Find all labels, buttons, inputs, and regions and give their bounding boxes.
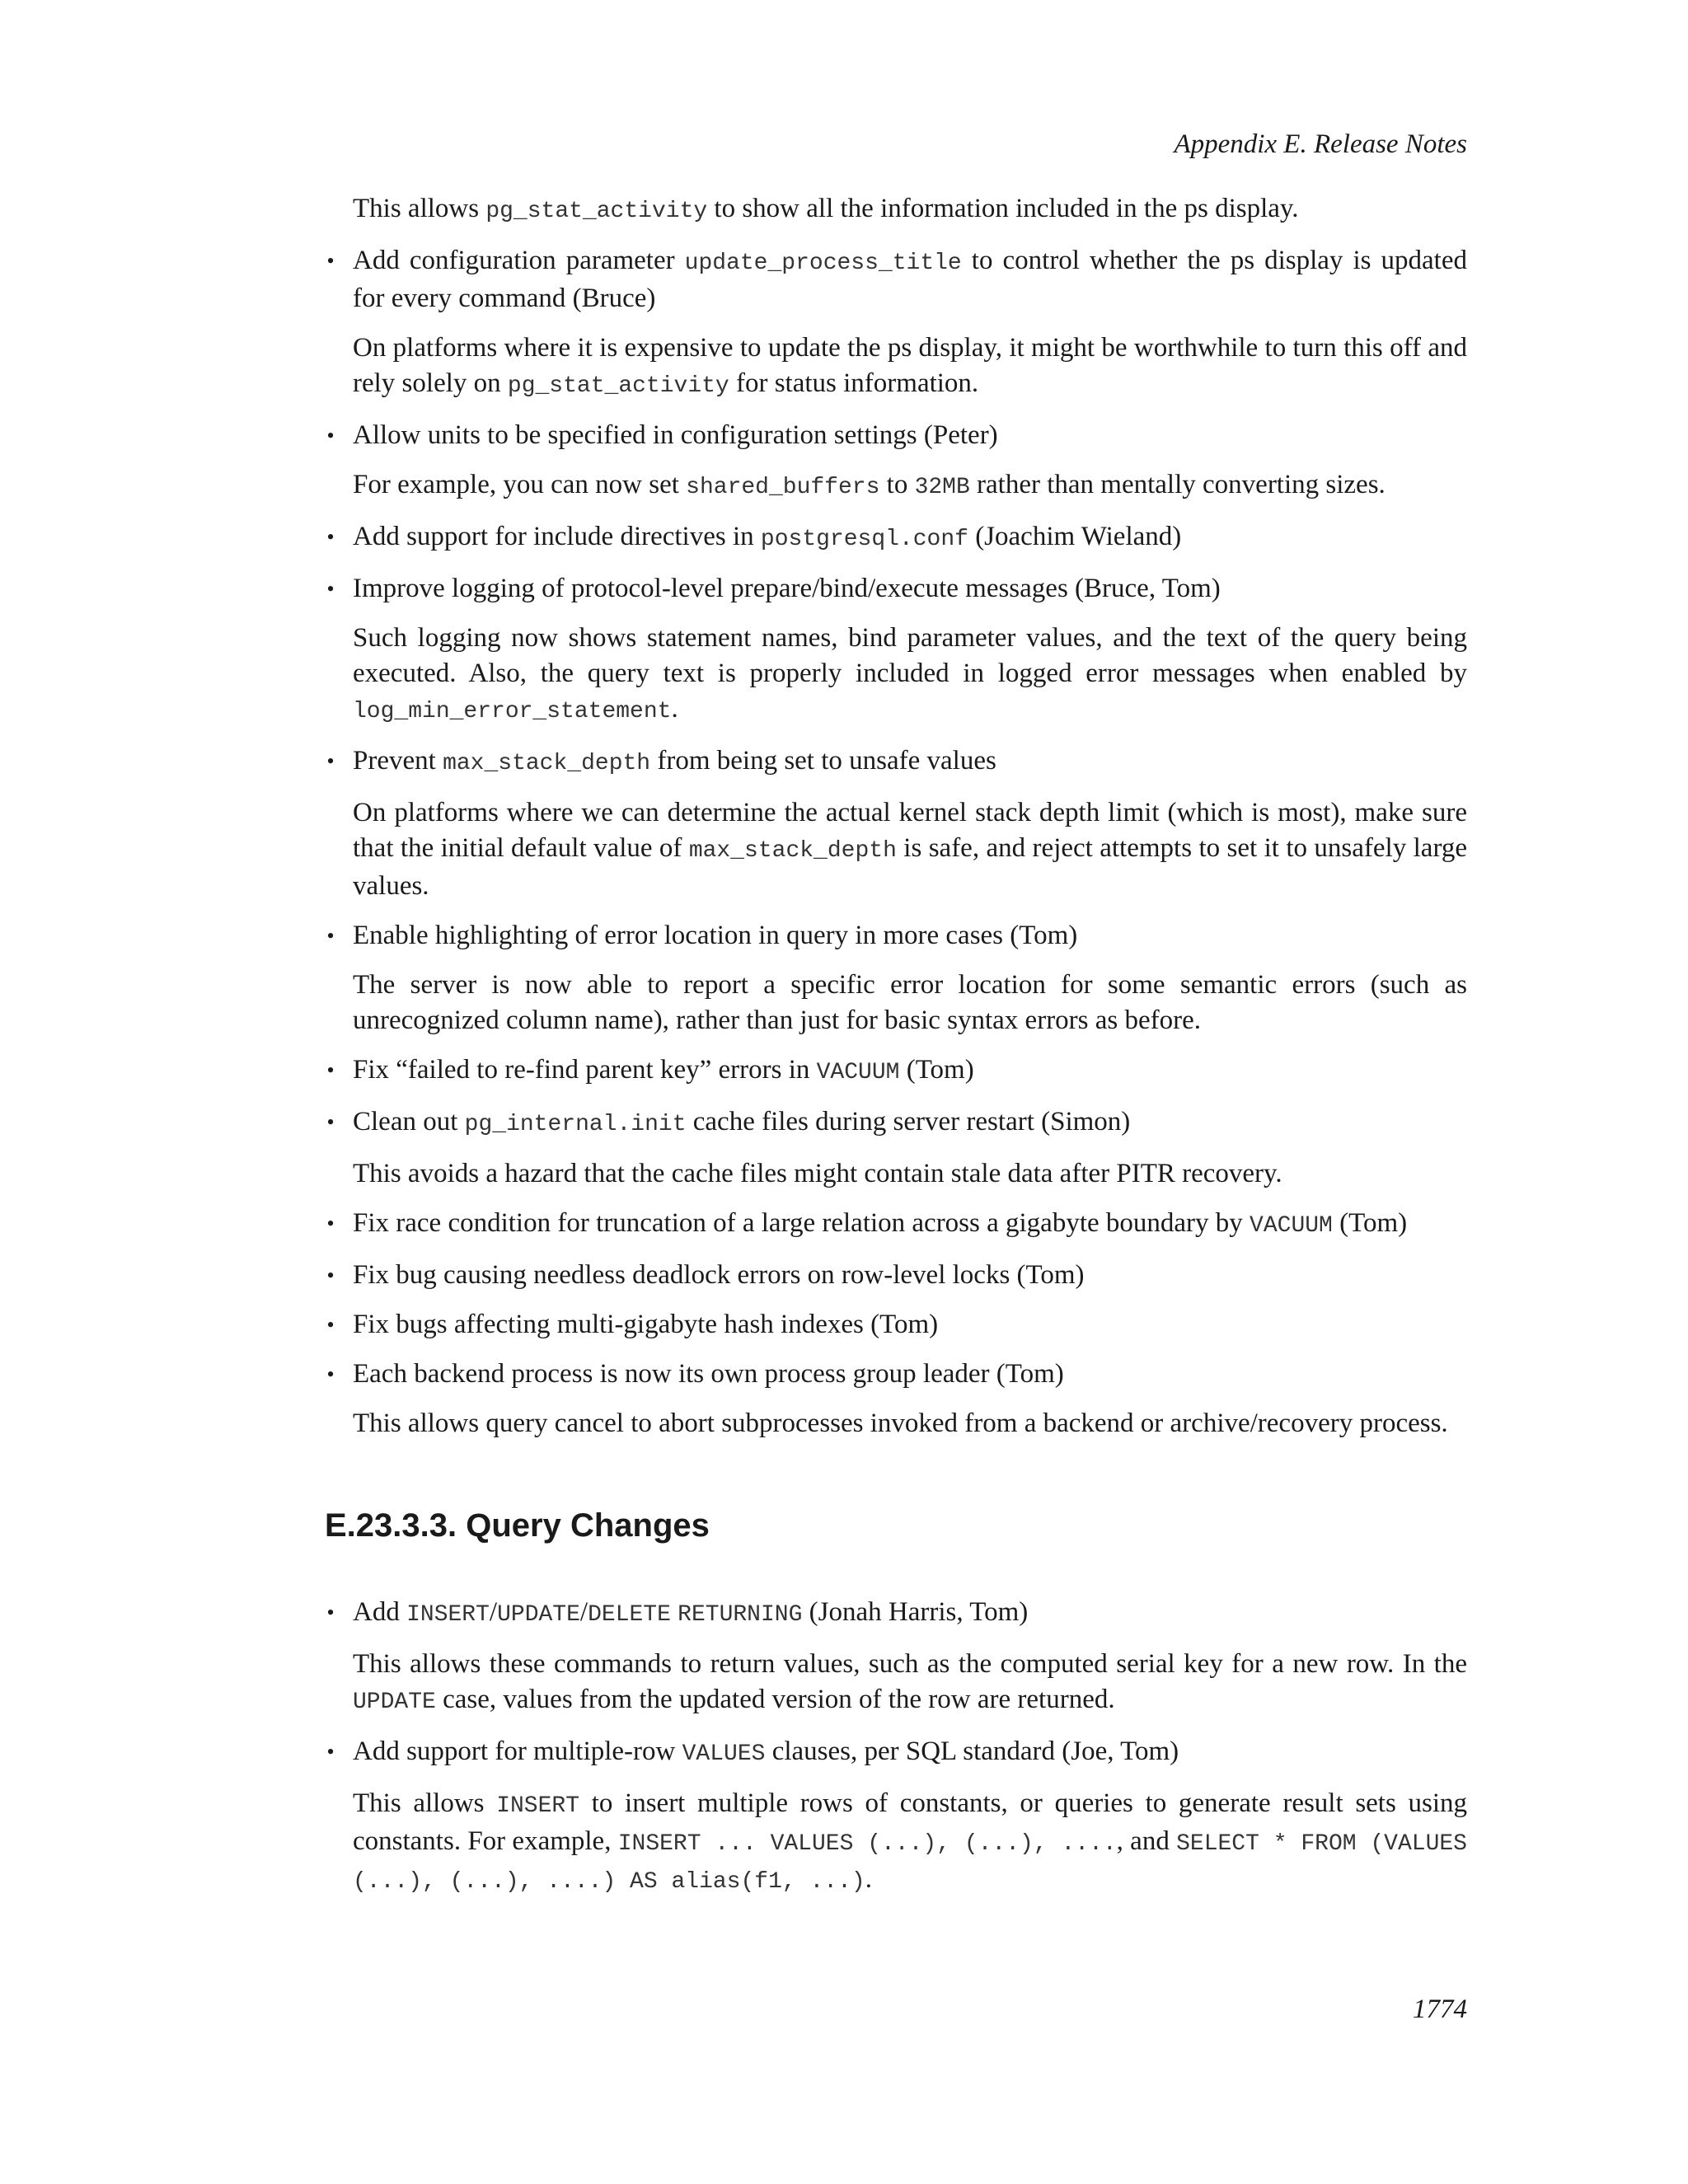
- paragraph: This allows INSERT to insert multiple rows of constants, or queries to generate result sets using constants. For example, INSERT ... VALUES (...), (...), ...., and SELECT * FROM (VALUES (...), (...), ....) AS alias(f1, ...).: [353, 1788, 1468, 1895]
- list-item: • Clean out pg_internal.init cache files during server restart (Simon): [353, 1104, 1467, 1142]
- bullet-icon: •: [326, 1601, 335, 1624]
- paragraph: The server is now able to report a specific error location for some semantic errors (such as unrecognized column name), rather than just for basic syntax errors as before.: [353, 970, 1467, 1035]
- bullet-icon: •: [326, 424, 335, 448]
- list-item: • Prevent max_stack_depth from being set to unsafe values: [353, 743, 1467, 781]
- list-item: • Fix bugs affecting multi-gigabyte hash indexes (Tom): [353, 1307, 1467, 1343]
- list-item: • Add configuration parameter update_process_title to control whether the ps display is updated for every command (Bruce): [353, 243, 1467, 316]
- bullet-icon: •: [326, 1263, 335, 1287]
- bullet-icon: •: [326, 1212, 335, 1235]
- list-item: • Fix bug causing needless deadlock errors on row-level locks (Tom): [353, 1258, 1467, 1293]
- bullet-icon: •: [326, 525, 335, 549]
- running-header: Appendix E. Release Notes: [1174, 129, 1467, 159]
- bullet-icon: •: [326, 1313, 335, 1337]
- list-item: • Add INSERT/UPDATE/DELETE RETURNING (Jonah Harris, Tom): [353, 1595, 1467, 1633]
- list-item: • Enable highlighting of error location in query in more cases (Tom): [353, 918, 1467, 954]
- list-item: • Fix “failed to re-find parent key” errors in VACUUM (Tom): [353, 1052, 1467, 1090]
- bullet-icon: •: [326, 749, 335, 773]
- list-item: • Each backend process is now its own process group leader (Tom): [353, 1357, 1467, 1392]
- page-number: 1774: [1413, 1994, 1467, 2024]
- paragraph: Such logging now shows statement names, bind parameter values, and the text of the query being executed. Also, the query text is properly included in logged error messages when enabled by log_min_error_statement.: [353, 623, 1467, 724]
- paragraph: On platforms where we can determine the actual kernel stack depth limit (which is most), make sure that the initial default value of max_stack_depth is safe, and reject attempts to set it to unsafely large values.: [353, 798, 1467, 901]
- list-item: • Add support for include directives in postgresql.conf (Joachim Wieland): [353, 519, 1467, 557]
- bullet-icon: •: [326, 249, 335, 273]
- bullet-icon: •: [326, 1362, 335, 1386]
- list-item: • Allow units to be specified in configuration settings (Peter): [353, 418, 1467, 453]
- list-item: • Fix race condition for truncation of a large relation across a gigabyte boundary by VACUUM (Tom): [353, 1206, 1467, 1244]
- paragraph: This allows pg_stat_activity to show all the information included in the ps display.: [353, 194, 1299, 224]
- section-title: E.23.3.3. Query Changes: [325, 1507, 710, 1544]
- paragraph: On platforms where it is expensive to update the ps display, it might be worthwhile to turn this off and rely solely on pg_stat_activity for status information.: [353, 333, 1467, 399]
- bullet-icon: •: [326, 1740, 335, 1764]
- paragraph: For example, you can now set shared_buffers to 32MB rather than mentally converting sizes.: [353, 470, 1386, 500]
- bullet-icon: •: [326, 1110, 335, 1134]
- paragraph: This allows these commands to return values, such as the computed serial key for a new row. In the UPDATE case, values from the updated version of the row are returned.: [353, 1649, 1467, 1715]
- paragraph: This allows query cancel to abort subprocesses invoked from a backend or archive/recovery process.: [353, 1408, 1448, 1438]
- bullet-icon: •: [326, 577, 335, 601]
- page-content: [325, 191, 1468, 1914]
- list-item: • Add support for multiple-row VALUES clauses, per SQL standard (Joe, Tom): [353, 1734, 1467, 1772]
- paragraph: This avoids a hazard that the cache files might contain stale data after PITR recovery.: [353, 1159, 1282, 1188]
- bullet-icon: •: [326, 1058, 335, 1082]
- bullet-icon: •: [326, 924, 335, 948]
- list-item: • Improve logging of protocol-level prepare/bind/execute messages (Bruce, Tom): [353, 571, 1467, 607]
